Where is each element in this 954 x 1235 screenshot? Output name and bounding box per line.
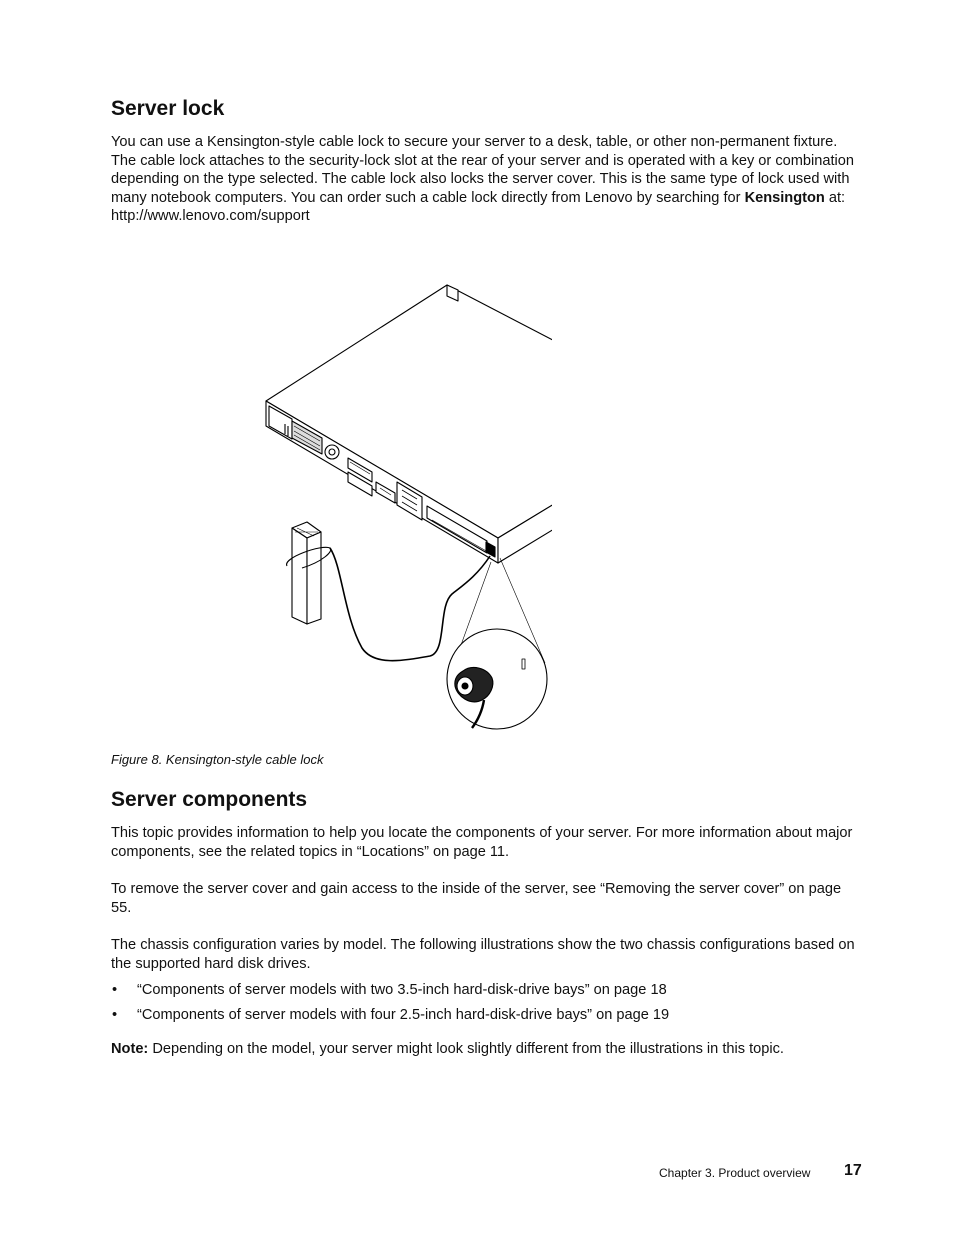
note-paragraph: [111, 1040, 863, 1059]
components-paragraph-2: To remove the server cover and gain access to the inside of the server, see “Removing the server cover” on page 55.: [111, 881, 842, 916]
figure-caption: Figure 8. Kensington-style cable lock: [111, 752, 324, 767]
list-item[interactable]: [111, 981, 863, 1006]
kensington-lock-illustration: [262, 276, 552, 732]
lenovo-support-link[interactable]: http://www.lenovo.com/support: [111, 208, 310, 225]
list-item[interactable]: [111, 1006, 863, 1031]
components-paragraph-3: The chassis configuration varies by model. The following illustrations show the two chassis configurations based on the supported hard disk drives.: [111, 937, 855, 972]
note-text: Depending on the model, your server might look slightly different from the illustrations in this topic.: [148, 1041, 784, 1057]
section-title-server-lock: Server lock: [111, 97, 225, 120]
bullet-icon: •: [112, 1007, 118, 1023]
footer-page-number: 17: [844, 1162, 862, 1179]
bullet-icon: •: [112, 982, 118, 998]
components-bullet-list: [111, 981, 863, 1031]
kensington-keyword: Kensington: [744, 189, 825, 206]
note-label: Note:: [111, 1041, 149, 1057]
bullet-link-four-drive-bays[interactable]: “Components of server models with four 2.5-inch hard-disk-drive bays” on page 19: [137, 1007, 670, 1023]
server-lock-paragraph: [111, 133, 863, 226]
server-lock-text-end: at:: [824, 189, 846, 206]
section-title-server-components: Server components: [111, 788, 308, 811]
components-paragraph-1: This topic provides information to help you locate the components of your server. For more information about major components, see the related topics in “Locations” on page 11.: [111, 825, 853, 860]
server-lock-text: You can use a Kensington-style cable lock to secure your server to a desk, table, or other non-permanent fixture. The cable lock attaches to the security-lock slot at the rear of your server and is operated with a key or combination depending on the type selected. The cable lock also locks the server cover. This is the same type of lock used with many notebook computers. You can order such a cable lock directly from Lenovo by searching for: [111, 134, 855, 206]
footer-chapter-label: Chapter 3. Product overview: [659, 1166, 811, 1180]
bullet-link-two-drive-bays[interactable]: “Components of server models with two 3.5-inch hard-disk-drive bays” on page 18: [137, 982, 667, 998]
